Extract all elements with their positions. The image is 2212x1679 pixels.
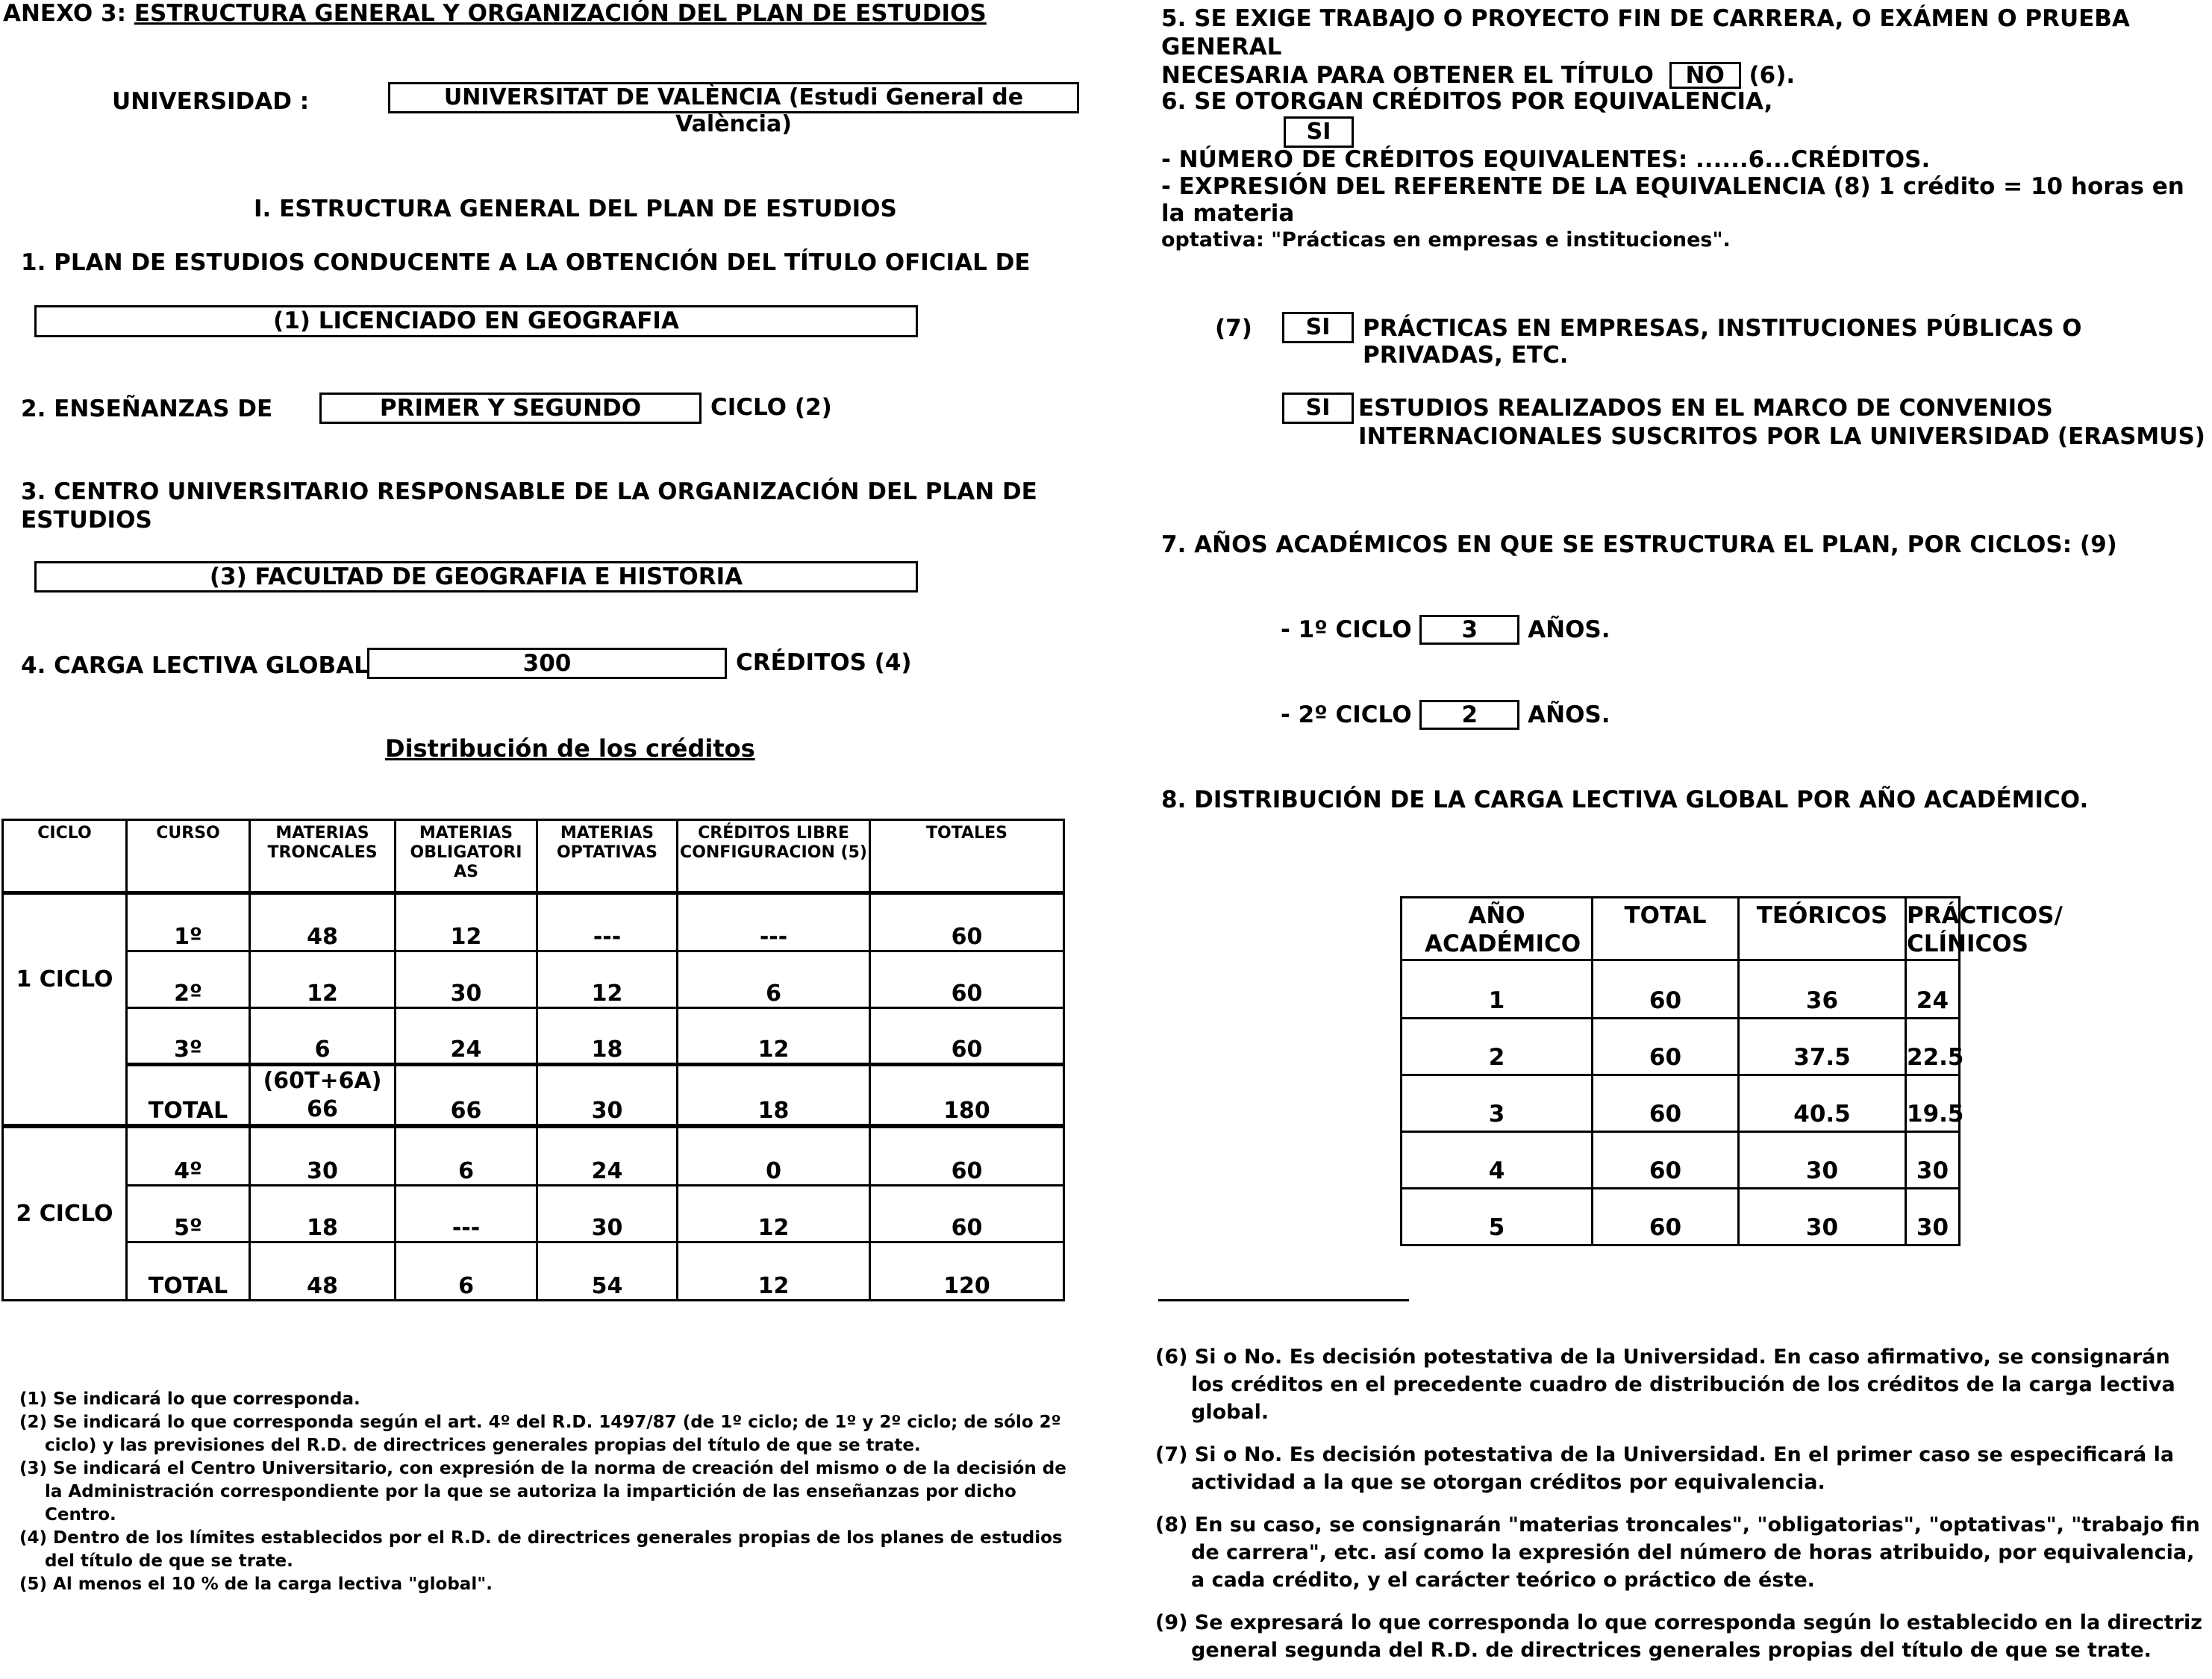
table-cell: 1º [127, 893, 250, 951]
table-cell [250, 1065, 396, 1126]
col-ciclo: CICLO [3, 820, 127, 893]
item6-label: 6. SE OTORGAN CRÉDITOS POR EQUIVALENCIA, [1161, 88, 1773, 115]
table-cell: 6 [396, 1242, 537, 1301]
col-libre: CRÉDITOS LIBRE CONFIGURACION (5) [678, 820, 870, 893]
table-cell: 54 [537, 1242, 678, 1301]
table-cell: 60 [1593, 1189, 1739, 1245]
cycle2-years-label: - 2º CICLO [1281, 701, 1412, 728]
cycle1-label: 1 CICLO [3, 893, 127, 1126]
troncales-total: 66 [307, 1095, 338, 1122]
table-cell: 12 [678, 1186, 870, 1242]
degree-title-field: (1) LICENCIADO EN GEOGRAFIA [34, 305, 918, 337]
table-cell: 2º [127, 951, 250, 1008]
item3-label-line2: ESTUDIOS [21, 507, 152, 534]
table-cell: --- [678, 893, 870, 951]
university-field: UNIVERSITAT DE VALÈNCIA (Estudi General de València) [388, 82, 1079, 113]
item2-suffix: CICLO (2) [710, 394, 832, 421]
footnotes-right [1155, 1343, 2209, 1679]
table-cell: 180 [870, 1065, 1064, 1126]
table-cell: 48 [250, 893, 396, 951]
table-cell: 40.5 [1739, 1075, 1906, 1132]
faculty-field: (3) FACULTAD DE GEOGRAFIA E HISTORIA [34, 561, 918, 593]
year-table [1400, 896, 2063, 1246]
table-row [3, 893, 1064, 951]
table-cell: 60 [870, 893, 1064, 951]
footnote-8: (8) En su caso, se consignarán "materias troncales", "obligatorias", "optativas", "trabajo fin de carrera", etc. así como la expresión del número de horas atribuido, por equivalencia, a cada crédito, y el carácter teórico o práctico de éste. [1155, 1513, 2200, 1592]
item6-expression [1161, 173, 2212, 254]
table-cell: TOTAL [127, 1065, 250, 1126]
table-cell: 30 [1739, 1132, 1906, 1189]
item7-label: 7. AÑOS ACADÉMICOS EN QUE SE ESTRUCTURA EL PLAN, POR CICLOS: (9) [1161, 531, 2117, 558]
table-cell: 60 [870, 951, 1064, 1008]
col-obligatorias: MATERIAS OBLIGATORI AS [396, 820, 537, 893]
footnote-divider [1158, 1299, 1409, 1301]
table-cell: 30 [537, 1065, 678, 1126]
table-cell: 24 [537, 1126, 678, 1186]
col-totales: TOTALES [870, 820, 1064, 893]
opt7b-line2: INTERNACIONALES SUSCRITOS POR LA UNIVERSIDAD (ERASMUS) [1358, 423, 2205, 450]
table-cell: 3º [127, 1008, 250, 1065]
table-cell: 18 [678, 1065, 870, 1126]
table-row [3, 1186, 1064, 1242]
table-cell: 12 [678, 1242, 870, 1301]
item4-suffix: CRÉDITOS (4) [736, 649, 912, 676]
opt7b-line1: ESTUDIOS REALIZADOS EN EL MARCO DE CONVENIOS [1358, 395, 2053, 422]
opt7b-text [1358, 394, 2205, 451]
table-cell: 30 [537, 1186, 678, 1242]
opt7-ref: (7) [1215, 315, 1252, 342]
col-total: TOTAL [1593, 898, 1739, 960]
item3-label [21, 478, 1037, 534]
table-cell: 6 [678, 951, 870, 1008]
table-cell: --- [396, 1186, 537, 1242]
item5 [1161, 4, 2212, 90]
annex-title: ESTRUCTURA GENERAL Y ORGANIZACIÓN DEL PLAN DE ESTUDIOS [134, 0, 987, 27]
distribution-title: Distribución de los créditos [385, 734, 755, 763]
item1-label: 1. PLAN DE ESTUDIOS CONDUCENTE A LA OBTENCIÓN DEL TÍTULO OFICIAL DE [21, 249, 1031, 276]
col-troncales: MATERIAS TRONCALES [250, 820, 396, 893]
table-cell: 6 [250, 1008, 396, 1065]
section-heading: I. ESTRUCTURA GENERAL DEL PLAN DE ESTUDIOS [254, 196, 897, 222]
table-cell: 12 [678, 1008, 870, 1065]
table-cell: 30 [1739, 1189, 1906, 1245]
table-cell: 1 [1402, 960, 1593, 1019]
col-ano: AÑO ACADÉMICO [1402, 898, 1593, 960]
item6-count: - NÚMERO DE CRÉDITOS EQUIVALENTES: ......6...CRÉDITOS. [1161, 146, 1931, 173]
table-cell: 60 [870, 1126, 1064, 1186]
table-row [3, 951, 1064, 1008]
cycle1-years-label: - 1º CICLO [1281, 616, 1412, 643]
annex-heading [3, 0, 987, 27]
item4-label: 4. CARGA LECTIVA GLOBAL [21, 652, 369, 679]
table-cell: 6 [396, 1126, 537, 1186]
footnote-9: (9) Se expresará lo que corresponda lo que corresponda según lo establecido en la directriz general segunda del R.D. de directrices generales propias del título de que se trate. [1155, 1611, 2202, 1662]
item5-suffix: (6). [1749, 62, 1796, 89]
table-cell: 12 [396, 893, 537, 951]
table-cell: 12 [250, 951, 396, 1008]
item5-line2-text: NECESARIA PARA OBTENER EL TÍTULO [1161, 62, 1654, 89]
table-cell: 60 [1593, 1075, 1739, 1132]
table-cell: 48 [250, 1242, 396, 1301]
table-cell: 30 [396, 951, 537, 1008]
table-cell: 37.5 [1739, 1019, 1906, 1075]
table-row [1402, 960, 1960, 1019]
table-cell: 60 [870, 1008, 1064, 1065]
table-row [3, 1008, 1064, 1065]
global-load-field: 300 [367, 648, 727, 679]
table-cell: 120 [870, 1242, 1064, 1301]
col-optativas: MATERIAS OPTATIVAS [537, 820, 678, 893]
footnote-5: (5) Al menos el 10 % de la carga lectiva "global". [19, 1575, 493, 1594]
footnote-3: (3) Se indicará el Centro Universitario, con expresión de la norma de creación del mismo o de la decisión de la Administración correspondiente por la que se autoriza la impartición de las enseñanzas por dicho Centro. [19, 1459, 1066, 1525]
opt7b-value-box: SI [1282, 393, 1354, 424]
table-cell: --- [537, 893, 678, 951]
table-cell: 4 [1402, 1132, 1593, 1189]
table-cell: 19.5 [1906, 1075, 1960, 1132]
footnote-4: (4) Dentro de los límites establecidos por el R.D. de directrices generales propias de los planes de estudios del título de que se trate. [19, 1528, 1063, 1571]
item6-expr-line1: - EXPRESIÓN DEL REFERENTE DE LA EQUIVALENCIA (8) 1 crédito = 10 horas en la materia [1161, 173, 2184, 227]
table-row [1402, 1189, 1960, 1245]
credits-table-header [3, 820, 1064, 893]
table-cell: 4º [127, 1126, 250, 1186]
table-cell: 22.5 [1906, 1019, 1960, 1075]
item6-expr-line2: optativa: "Prácticas en empresas e instituciones". [1161, 228, 1731, 251]
cycles-field: PRIMER Y SEGUNDO [319, 393, 702, 424]
troncales-note: (60T+6A) [263, 1067, 382, 1094]
item3-label-line1: 3. CENTRO UNIVERSITARIO RESPONSABLE DE LA ORGANIZACIÓN DEL PLAN DE [21, 478, 1037, 505]
item8-label: 8. DISTRIBUCIÓN DE LA CARGA LECTIVA GLOBAL POR AÑO ACADÉMICO. [1161, 787, 2089, 813]
item5-line1: 5. SE EXIGE TRABAJO O PROYECTO FIN DE CARRERA, O EXÁMEN O PRUEBA GENERAL [1161, 5, 2130, 60]
table-cell: 3 [1402, 1075, 1593, 1132]
footnote-2: (2) Se indicará lo que corresponda según el art. 4º del R.D. 1497/87 (de 1º ciclo; de 1º y 2º ciclo; de sólo 2º ciclo) y las previsiones del R.D. de directrices generales propias del título de que se trate. [19, 1413, 1061, 1455]
table-row [1402, 1019, 1960, 1075]
table-cell: 60 [1593, 1132, 1739, 1189]
footnote-1: (1) Se indicará lo que corresponda. [19, 1389, 360, 1409]
col-curso: CURSO [127, 820, 250, 893]
table-cell: 60 [1593, 960, 1739, 1019]
table-cell: 18 [537, 1008, 678, 1065]
table-cell: 2 [1402, 1019, 1593, 1075]
table-cell: 66 [396, 1065, 537, 1126]
table-cell: 30 [1906, 1132, 1960, 1189]
cycle1-years-suffix: AÑOS. [1528, 616, 1610, 643]
cycle2-label: 2 CICLO [3, 1126, 127, 1301]
col-teoricos: TEÓRICOS [1739, 898, 1906, 960]
credits-table [1, 819, 1065, 1301]
table-cell: 0 [678, 1126, 870, 1186]
table-cell: 30 [1906, 1189, 1960, 1245]
table-cell: 5 [1402, 1189, 1593, 1245]
table-cell: 12 [537, 951, 678, 1008]
footnote-7: (7) Si o No. Es decisión potestativa de la Universidad. En el primer caso se especificará la actividad a la que se otorgan créditos por equivalencia. [1155, 1443, 2175, 1494]
opt7a-text: PRÁCTICAS EN EMPRESAS, INSTITUCIONES PÚBLICAS O PRIVADAS, ETC. [1363, 315, 2082, 369]
table-row [1402, 1075, 1960, 1132]
table-cell: 24 [1906, 960, 1960, 1019]
table-cell: 60 [870, 1186, 1064, 1242]
cycle1-total-row [3, 1065, 1064, 1126]
cycle2-total-row [3, 1242, 1064, 1301]
footnotes-left [19, 1388, 1079, 1596]
table-cell: TOTAL [127, 1242, 250, 1301]
table-cell: 36 [1739, 960, 1906, 1019]
cycle2-years-suffix: AÑOS. [1528, 701, 1610, 728]
item5-value-box: NO [1669, 62, 1741, 89]
item2-label: 2. ENSEÑANZAS DE [21, 395, 273, 422]
cycle2-years-value: 2 [1419, 700, 1519, 730]
table-row [3, 1126, 1064, 1186]
item6-value-box: SI [1284, 116, 1354, 148]
table-cell: 24 [396, 1008, 537, 1065]
cycle1-years [1281, 615, 1610, 645]
opt7a-value-box: SI [1282, 312, 1354, 343]
annex-prefix: ANEXO 3: [3, 0, 134, 27]
footnote-6: (6) Si o No. Es decisión potestativa de la Universidad. En caso afirmativo, se consignarán los créditos en el precedente cuadro de distribución de los créditos de la carga lectiva global. [1155, 1345, 2175, 1424]
cycle1-years-value: 3 [1419, 615, 1519, 645]
year-table-header [1402, 898, 1960, 960]
col-practicos: PRÁCTICOS/ CLÍNICOS [1906, 898, 1960, 960]
cycle2-years [1281, 700, 1610, 730]
table-cell: 60 [1593, 1019, 1739, 1075]
university-label: UNIVERSIDAD : [112, 88, 310, 115]
table-cell: 18 [250, 1186, 396, 1242]
table-cell: 5º [127, 1186, 250, 1242]
table-row [1402, 1132, 1960, 1189]
item5-line2 [1161, 61, 2212, 90]
table-cell: 30 [250, 1126, 396, 1186]
